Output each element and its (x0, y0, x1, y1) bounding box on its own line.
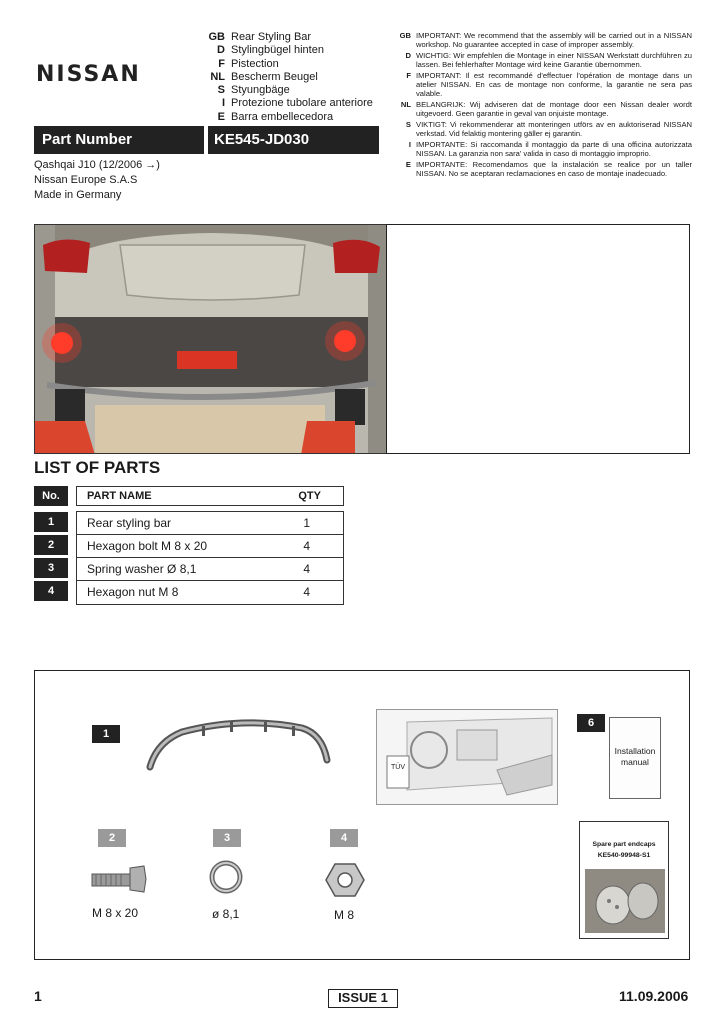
warning-e: E IMPORTANTE: Recomendamos que la instalación se realice por un taller NISSAN. No se aceptaran reclamaciones en caso de montaje inadecuado. (405, 160, 692, 179)
part-number-badge-3: 3 (34, 558, 68, 578)
hex-bolt-drawing (88, 862, 148, 896)
part-qty-cell: 4 (303, 585, 310, 599)
vehicle-info (34, 158, 160, 203)
warning-gb: GB IMPORTANT: We recommend that the assembly will be carried out in a NISSAN workshop. No guarantee accepted in case of improper assembly. (399, 31, 692, 50)
part-qty-cell: 4 (303, 539, 310, 553)
vehicle-made-in: Made in Germany (34, 189, 122, 201)
product-name-i: I Protezione tubolare anteriore (221, 97, 373, 110)
part-name-cell: Rear styling bar (87, 516, 172, 530)
part-number-value: KE545-JD030 (208, 126, 379, 154)
installation-manual-image: Installation manual (609, 717, 661, 799)
spare-part-endcaps-box (579, 821, 669, 939)
hex-nut-drawing (325, 862, 365, 898)
product-names-list (205, 31, 385, 124)
illustration-badge-1: 1 (92, 725, 120, 743)
bolt-caption: M 8 x 20 (92, 906, 139, 920)
product-name-nl: NL Bescherm Beugel (210, 70, 318, 83)
nut-caption: M 8 (334, 908, 355, 922)
product-name-gb: GB Rear Styling Bar (208, 31, 312, 43)
part-name-cell: Spring washer Ø 8,1 (87, 562, 197, 576)
product-name-e: E Barra embellecedora (217, 110, 334, 123)
empty-photo-frame (386, 224, 690, 454)
table-header-no: No. (34, 486, 68, 506)
part-number-badge-2: 2 (34, 535, 68, 555)
dashboard-tuv-image (376, 709, 558, 805)
table-header-part-name: PART NAME (87, 490, 152, 502)
table-row (77, 512, 343, 535)
issue-label: ISSUE 1 (328, 989, 398, 1008)
warning-notices (394, 31, 692, 180)
part-number-badge-4: 4 (34, 581, 68, 601)
car-rear-photo (34, 224, 387, 454)
table-row (77, 535, 343, 558)
nissan-logo: NISSAN (36, 62, 141, 87)
endcaps-drawing (585, 869, 665, 933)
washer-caption: ø 8,1 (212, 907, 240, 921)
part-number-label: Part Number (34, 126, 204, 154)
part-name-cell: Hexagon nut M 8 (87, 585, 179, 599)
spare-part-code: KE540-99948-S1 (597, 852, 651, 859)
illustration-badge-4: 4 (330, 829, 358, 847)
issue-date: 11.09.2006 (619, 988, 689, 1004)
product-name-f: F Pistection (218, 57, 279, 70)
parts-table (76, 511, 344, 605)
endcaps-photo (585, 869, 665, 933)
part-qty-cell: 4 (303, 562, 310, 576)
warning-i: I IMPORTANTE: Si raccomanda il montaggio da parte di una officina autorizzata NISSAN. La garanzia non sara' valida in caso di montaggio improprio. (408, 140, 692, 159)
table-row (77, 558, 343, 581)
illustration-badge-3: 3 (213, 829, 241, 847)
warning-nl: NL BELANGRIJK: Wij adviseren dat de montage door een Nissan dealer wordt uitgevoerd. Geen garantie in geval van onjuiste montage. (400, 100, 692, 119)
part-name-cell: Hexagon bolt M 8 x 20 (87, 539, 208, 553)
table-header (76, 486, 344, 506)
part-qty-cell: 1 (303, 516, 310, 530)
styling-bar-drawing (142, 712, 342, 774)
part-number-badge-1: 1 (34, 512, 68, 532)
vehicle-model: Qashqai J10 (12/2006 →) (34, 159, 160, 171)
spare-part-title: Spare part endcaps (592, 841, 656, 848)
dashboard-drawing (377, 710, 557, 804)
tuv-label: TÜV (391, 764, 405, 771)
page-number: 1 (34, 988, 42, 1004)
list-of-parts-title: LIST OF PARTS (34, 458, 161, 477)
table-row (77, 581, 343, 604)
product-name-s: S Styungbäge (217, 84, 290, 97)
table-header-qty: QTY (298, 490, 321, 502)
warning-f: F IMPORTANT: Il est recommandé d'effectuer l'opération de montage dans un atelier NISSAN. En cas de montage non conforme, la garantie ne sera pas valable. (406, 71, 692, 99)
warning-d: D WICHTIG: Wir empfehlen die Montage in einer NISSAN Werkstatt durchführen zu lassen. Bei fehlerhafter Montage wird keine Garantie übernommen. (405, 51, 692, 70)
spring-washer-drawing (209, 860, 243, 894)
illustration-badge-6: 6 (577, 714, 605, 732)
warning-s: S VIKTIGT: Vi rekommenderar att monteringen utförs av en auktoriserad NISSAN verkstad. Vid felaktig montering gäller ej garantin. (405, 120, 692, 139)
illustration-badge-2: 2 (98, 829, 126, 847)
product-name-d: D Stylingbügel hinten (217, 44, 324, 57)
spare-part-text (580, 839, 668, 861)
vehicle-company: Nissan Europe S.A.S (34, 174, 138, 186)
car-rear-illustration (35, 225, 387, 454)
